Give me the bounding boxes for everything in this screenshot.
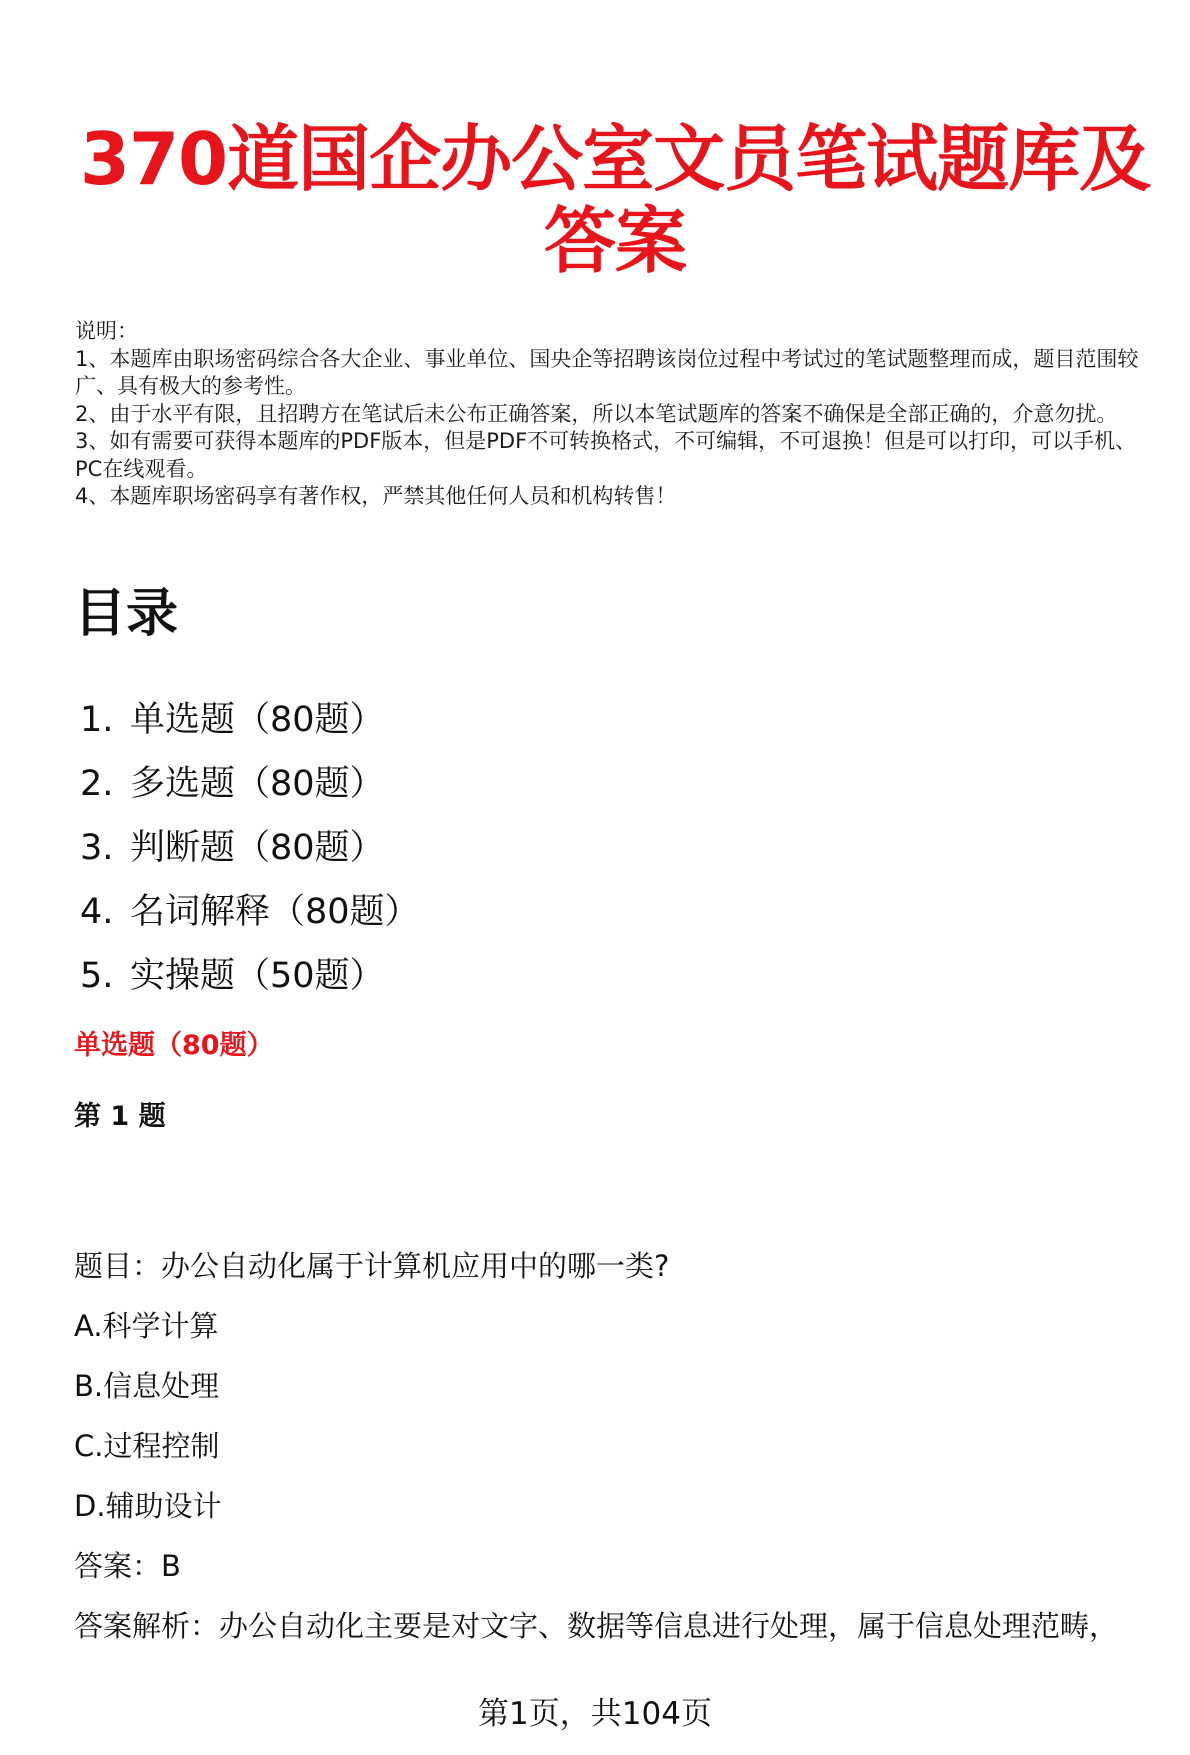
toc-item-single-choice[interactable] bbox=[80, 688, 420, 752]
toc-item-number: 2. bbox=[80, 764, 114, 804]
toc-item-number: 5. bbox=[80, 956, 114, 996]
option-b: B.信息处理 bbox=[74, 1369, 220, 1403]
toc-item-label: 判断题（80题） bbox=[130, 828, 385, 868]
question-block bbox=[74, 1246, 1164, 1666]
toc-list bbox=[80, 688, 420, 1008]
question-prompt: 题目：办公自动化属于计算机应用中的哪一类? bbox=[74, 1249, 670, 1283]
toc-item-true-false[interactable] bbox=[80, 816, 420, 880]
option-d: D.辅助设计 bbox=[74, 1489, 222, 1523]
toc-heading: 目录 bbox=[74, 584, 179, 644]
option-c: C.过程控制 bbox=[74, 1429, 220, 1463]
document-title: 370道国企办公室文员笔试题库及答案 bbox=[79, 117, 1151, 283]
note-item-1: 1、本题库由职场密码综合各大企业、事业单位、国央企等招聘该岗位过程中考试过的笔试题整理而成，题目范围较广、具有极大的参考性。 bbox=[75, 346, 1139, 398]
question-number: 第 1 题 bbox=[74, 1101, 166, 1132]
toc-item-number: 3. bbox=[80, 828, 114, 868]
notes-block bbox=[75, 318, 1155, 511]
note-item-4: 4、本题库职场密码享有著作权，严禁其他任何人员和机构转售！ bbox=[75, 484, 677, 508]
toc-item-practical[interactable] bbox=[80, 944, 420, 1008]
note-item-2: 2、由于水平有限，且招聘方在笔试后未公布正确答案，所以本笔试题库的答案不确保是全部正确的，介意勿扰。 bbox=[75, 401, 1118, 426]
toc-item-label: 多选题（80题） bbox=[130, 764, 385, 804]
toc-item-number: 4. bbox=[80, 892, 114, 932]
toc-item-term-explanation[interactable] bbox=[80, 880, 420, 944]
note-item-3: 3、如有需要可获得本题库的PDF版本，但是PDF不可转换格式，不可编辑，不可退换！但是可以打印，可以手机、PC在线观看。 bbox=[75, 429, 1137, 481]
answer: 答案：B bbox=[74, 1549, 181, 1583]
option-a: A.科学计算 bbox=[74, 1309, 219, 1343]
toc-item-label: 名词解释（80题） bbox=[130, 892, 420, 932]
toc-item-label: 单选题（80题） bbox=[130, 700, 385, 740]
page-footer: 第1页，共104页 bbox=[478, 1696, 712, 1732]
notes-heading: 说明： bbox=[75, 319, 138, 343]
answer-explanation: 答案解析：办公自动化主要是对文字、数据等信息进行处理，属于信息处理范畴， bbox=[74, 1609, 1119, 1643]
section-title: 单选题（80题） bbox=[74, 1030, 274, 1061]
toc-item-multiple-choice[interactable] bbox=[80, 752, 420, 816]
toc-item-number: 1. bbox=[80, 700, 114, 740]
toc-item-label: 实操题（50题） bbox=[130, 956, 385, 996]
